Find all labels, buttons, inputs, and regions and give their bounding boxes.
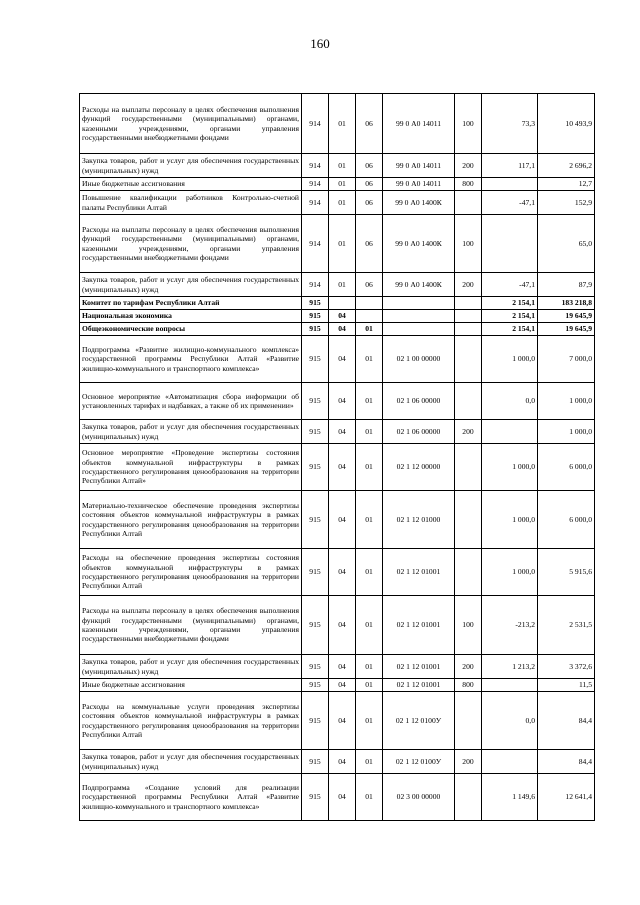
row-sum-total-cell: 19 645,9 [538, 323, 595, 336]
table-row [80, 383, 595, 420]
row-vr-cell: 200 [455, 750, 482, 774]
row-pr-cell: 01 [356, 491, 383, 549]
row-vr-cell [455, 549, 482, 596]
table-row [80, 596, 595, 655]
row-ved-cell: 915 [302, 297, 329, 310]
row-pr-cell: 06 [356, 154, 383, 178]
row-pr-cell: 06 [356, 191, 383, 215]
row-vr-cell: 200 [455, 154, 482, 178]
row-sum-change-cell: 2 154,1 [482, 323, 538, 336]
table-row [80, 336, 595, 383]
row-sum-change-cell: 73,3 [482, 94, 538, 154]
row-sum-total-cell: 1 000,0 [538, 383, 595, 420]
row-vr-cell: 800 [455, 178, 482, 191]
row-name-cell: Повышение квалификации работников Контрольно-счетной палаты Республики Алтай [80, 191, 302, 215]
row-sum-change-cell: 1 213,2 [482, 655, 538, 679]
row-csr-cell: 02 1 12 01001 [383, 679, 455, 692]
row-pr-cell: 01 [356, 750, 383, 774]
row-vr-cell [455, 323, 482, 336]
row-sum-change-cell: 1 000,0 [482, 444, 538, 491]
row-sum-change-cell: 1 000,0 [482, 491, 538, 549]
table-row [80, 692, 595, 750]
row-sum-change-cell [482, 420, 538, 444]
row-csr-cell: 02 1 12 0100У [383, 692, 455, 750]
row-ved-cell: 915 [302, 310, 329, 323]
row-sum-change-cell [482, 178, 538, 191]
row-name-cell: Закупка товаров, работ и услуг для обеспечения государственных (муниципальных) нужд [80, 420, 302, 444]
row-name-cell: Закупка товаров, работ и услуг для обеспечения государственных (муниципальных) нужд [80, 273, 302, 297]
row-rz-cell: 01 [329, 154, 356, 178]
row-vr-cell: 800 [455, 679, 482, 692]
row-pr-cell: 01 [356, 383, 383, 420]
row-name-cell: Расходы на выплаты персоналу в целях обеспечения выполнения функций государственными (муниципальными) органами, казенными учреждениями, органами управления государственными внебюджетными фондами [80, 596, 302, 655]
row-sum-total-cell: 7 000,0 [538, 336, 595, 383]
row-sum-change-cell: 1 000,0 [482, 336, 538, 383]
row-csr-cell: 02 1 00 00000 [383, 336, 455, 383]
row-rz-cell: 04 [329, 750, 356, 774]
row-rz-cell: 04 [329, 336, 356, 383]
row-ved-cell: 915 [302, 692, 329, 750]
row-csr-cell: 99 0 А0 1400К [383, 273, 455, 297]
row-rz-cell: 01 [329, 94, 356, 154]
row-pr-cell: 01 [356, 444, 383, 491]
row-sum-total-cell: 84,4 [538, 692, 595, 750]
row-name-cell: Иные бюджетные ассигнования [80, 178, 302, 191]
row-vr-cell: 100 [455, 215, 482, 273]
table-row [80, 655, 595, 679]
row-csr-cell: 99 0 А0 14011 [383, 94, 455, 154]
row-vr-cell: 200 [455, 420, 482, 444]
row-ved-cell: 915 [302, 336, 329, 383]
row-sum-change-cell: 1 000,0 [482, 549, 538, 596]
row-csr-cell [383, 323, 455, 336]
row-vr-cell [455, 336, 482, 383]
row-rz-cell: 04 [329, 310, 356, 323]
row-vr-cell [455, 383, 482, 420]
row-name-cell: Основное мероприятие «Проведение экспертизы состояния объектов коммунальной инфраструктуры в рамках государственного регулирования ценообразования на территории Республики Алтай» [80, 444, 302, 491]
row-vr-cell [455, 491, 482, 549]
row-ved-cell: 915 [302, 655, 329, 679]
table-row [80, 420, 595, 444]
row-name-cell: Закупка товаров, работ и услуг для обеспечения государственных (муниципальных) нужд [80, 750, 302, 774]
row-sum-change-cell: 2 154,1 [482, 310, 538, 323]
table-row [80, 444, 595, 491]
row-sum-change-cell: 0,0 [482, 692, 538, 750]
row-sum-change-cell [482, 679, 538, 692]
row-name-cell: Подпрограмма «Создание условий для реализации государственной программы Республики Алтай «Развитие жилищно-коммунального и транспортного комплекса» [80, 774, 302, 821]
row-rz-cell: 04 [329, 491, 356, 549]
row-name-cell: Материально-техническое обеспечение проведения экспертизы состояния объектов коммунальной инфраструктуры в рамках государственного регулирования ценообразования на территории Республики Алтай [80, 491, 302, 549]
row-vr-cell: 200 [455, 655, 482, 679]
row-csr-cell: 99 0 А0 14011 [383, 154, 455, 178]
table-row [80, 178, 595, 191]
row-vr-cell [455, 774, 482, 821]
row-ved-cell: 914 [302, 215, 329, 273]
table-row [80, 215, 595, 273]
row-name-cell: Иные бюджетные ассигнования [80, 679, 302, 692]
row-sum-total-cell: 87,9 [538, 273, 595, 297]
row-vr-cell [455, 444, 482, 491]
row-vr-cell [455, 191, 482, 215]
row-sum-total-cell: 65,0 [538, 215, 595, 273]
row-rz-cell: 04 [329, 774, 356, 821]
row-csr-cell [383, 297, 455, 310]
row-pr-cell: 01 [356, 692, 383, 750]
row-ved-cell: 914 [302, 94, 329, 154]
row-sum-total-cell: 11,5 [538, 679, 595, 692]
row-ved-cell: 915 [302, 750, 329, 774]
row-rz-cell: 01 [329, 178, 356, 191]
row-ved-cell: 915 [302, 383, 329, 420]
row-ved-cell: 915 [302, 679, 329, 692]
row-rz-cell: 04 [329, 692, 356, 750]
row-ved-cell: 915 [302, 774, 329, 821]
table-row [80, 774, 595, 821]
table-row [80, 191, 595, 215]
row-csr-cell: 02 1 06 00000 [383, 383, 455, 420]
row-name-cell: Комитет по тарифам Республики Алтай [80, 297, 302, 310]
table-row [80, 273, 595, 297]
row-vr-cell [455, 297, 482, 310]
row-sum-total-cell: 3 372,6 [538, 655, 595, 679]
row-name-cell: Основное мероприятие «Автоматизация сбора информации об установленных тарифах и надбавках, а также об их применении» [80, 383, 302, 420]
row-sum-total-cell: 6 000,0 [538, 444, 595, 491]
row-csr-cell: 02 1 12 0100У [383, 750, 455, 774]
row-ved-cell: 914 [302, 154, 329, 178]
budget-table [79, 93, 595, 821]
row-sum-change-cell: 117,1 [482, 154, 538, 178]
row-name-cell: Расходы на коммунальные услуги проведения экспертизы состояния объектов коммунальной инфраструктуры в рамках государственного регулирования ценообразования на территории Республики Алтай [80, 692, 302, 750]
row-csr-cell: 99 0 А0 1400К [383, 191, 455, 215]
row-pr-cell: 01 [356, 655, 383, 679]
row-pr-cell: 01 [356, 336, 383, 383]
row-sum-change-cell: -47,1 [482, 191, 538, 215]
row-vr-cell: 100 [455, 94, 482, 154]
row-pr-cell: 06 [356, 94, 383, 154]
row-rz-cell: 04 [329, 549, 356, 596]
row-rz-cell: 01 [329, 273, 356, 297]
row-vr-cell: 100 [455, 596, 482, 655]
row-pr-cell: 01 [356, 679, 383, 692]
row-sum-change-cell: 2 154,1 [482, 297, 538, 310]
row-sum-change-cell: 0,0 [482, 383, 538, 420]
row-csr-cell: 99 0 А0 1400К [383, 215, 455, 273]
row-sum-change-cell: -213,2 [482, 596, 538, 655]
row-sum-total-cell: 5 915,6 [538, 549, 595, 596]
row-sum-total-cell: 84,4 [538, 750, 595, 774]
row-csr-cell [383, 310, 455, 323]
row-pr-cell [356, 297, 383, 310]
row-csr-cell: 02 1 06 00000 [383, 420, 455, 444]
row-name-cell: Закупка товаров, работ и услуг для обеспечения государственных (муниципальных) нужд [80, 655, 302, 679]
row-ved-cell: 914 [302, 178, 329, 191]
row-pr-cell [356, 310, 383, 323]
row-vr-cell [455, 692, 482, 750]
row-sum-change-cell [482, 750, 538, 774]
row-csr-cell: 02 1 12 01001 [383, 596, 455, 655]
row-ved-cell: 914 [302, 191, 329, 215]
table-row [80, 679, 595, 692]
row-pr-cell: 06 [356, 273, 383, 297]
table-row [80, 94, 595, 154]
table-row [80, 491, 595, 549]
table-row [80, 154, 595, 178]
row-pr-cell: 01 [356, 596, 383, 655]
row-ved-cell: 915 [302, 420, 329, 444]
row-name-cell: Общеэкономические вопросы [80, 323, 302, 336]
row-name-cell: Расходы на выплаты персоналу в целях обеспечения выполнения функций государственными (муниципальными) органами, казенными учреждениями, органами управления государственными внебюджетными фондами [80, 94, 302, 154]
row-rz-cell: 04 [329, 420, 356, 444]
row-name-cell: Расходы на обеспечение проведения экспертизы состояния объектов коммунальной инфраструктуры в рамках государственного регулирования ценообразования на территории Республики Алтай [80, 549, 302, 596]
row-ved-cell: 915 [302, 491, 329, 549]
row-csr-cell: 02 3 00 00000 [383, 774, 455, 821]
row-sum-total-cell: 19 645,9 [538, 310, 595, 323]
page-number: 160 [310, 36, 330, 51]
row-sum-change-cell: 1 149,6 [482, 774, 538, 821]
row-sum-total-cell: 152,9 [538, 191, 595, 215]
row-csr-cell: 99 0 А0 14011 [383, 178, 455, 191]
row-name-cell: Расходы на выплаты персоналу в целях обеспечения выполнения функций государственными (муниципальными) органами, казенными учреждениями, органами управления государственными внебюджетными фондами [80, 215, 302, 273]
row-sum-total-cell: 2 531,5 [538, 596, 595, 655]
table-row [80, 310, 595, 323]
table-row [80, 750, 595, 774]
row-sum-change-cell [482, 215, 538, 273]
row-csr-cell: 02 1 12 01001 [383, 655, 455, 679]
row-pr-cell: 01 [356, 323, 383, 336]
row-csr-cell: 02 1 12 01000 [383, 491, 455, 549]
table-row [80, 549, 595, 596]
row-csr-cell: 02 1 12 00000 [383, 444, 455, 491]
row-csr-cell: 02 1 12 01001 [383, 549, 455, 596]
table-row [80, 297, 595, 310]
row-rz-cell: 04 [329, 323, 356, 336]
row-rz-cell: 04 [329, 444, 356, 491]
row-sum-change-cell: -47,1 [482, 273, 538, 297]
row-rz-cell: 04 [329, 655, 356, 679]
row-ved-cell: 914 [302, 273, 329, 297]
row-sum-total-cell: 10 493,9 [538, 94, 595, 154]
row-vr-cell [455, 310, 482, 323]
row-ved-cell: 915 [302, 444, 329, 491]
row-rz-cell: 04 [329, 596, 356, 655]
row-name-cell: Закупка товаров, работ и услуг для обеспечения государственных (муниципальных) нужд [80, 154, 302, 178]
row-rz-cell [329, 297, 356, 310]
table-row [80, 323, 595, 336]
row-vr-cell: 200 [455, 273, 482, 297]
row-pr-cell: 01 [356, 774, 383, 821]
row-pr-cell: 06 [356, 215, 383, 273]
row-sum-total-cell: 6 000,0 [538, 491, 595, 549]
row-rz-cell: 04 [329, 383, 356, 420]
row-rz-cell: 04 [329, 679, 356, 692]
row-sum-total-cell: 12,7 [538, 178, 595, 191]
row-sum-total-cell: 1 000,0 [538, 420, 595, 444]
row-ved-cell: 915 [302, 549, 329, 596]
budget-table-body [80, 94, 595, 821]
row-rz-cell: 01 [329, 215, 356, 273]
row-sum-total-cell: 12 641,4 [538, 774, 595, 821]
row-pr-cell: 01 [356, 549, 383, 596]
row-rz-cell: 01 [329, 191, 356, 215]
row-name-cell: Подпрограмма «Развитие жилищно-коммунального комплекса» государственной программы Республики Алтай «Развитие жилищно-коммунального и транспортного комплекса» [80, 336, 302, 383]
row-sum-total-cell: 2 696,2 [538, 154, 595, 178]
row-sum-total-cell: 183 218,8 [538, 297, 595, 310]
row-ved-cell: 915 [302, 323, 329, 336]
row-pr-cell: 06 [356, 178, 383, 191]
row-ved-cell: 915 [302, 596, 329, 655]
row-pr-cell: 01 [356, 420, 383, 444]
row-name-cell: Национальная экономика [80, 310, 302, 323]
